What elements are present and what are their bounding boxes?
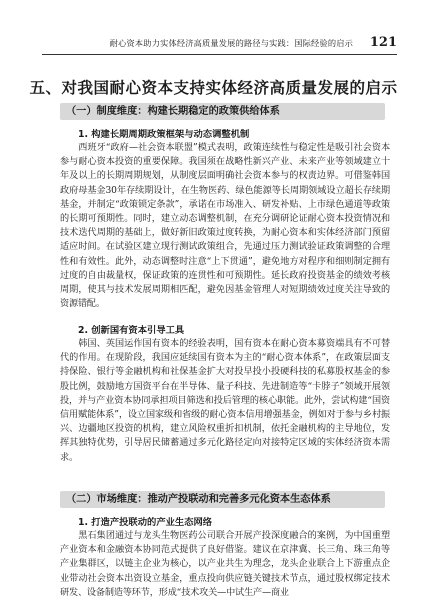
part2-sub1-paragraph: 黑石集团通过与龙头生物医药公司联合开展产投深度融合的案例，为中国重塑产业资本和金融资本协同范式提供了良好借鉴。建议在京津冀、长三角、珠三角等产业集群区，以链主企业为核心，以产业共生为理念，龙头企业联合上下游重点企业带动社会资本出资设立基金，重点投向供应链关键技术节点，通过股权绑定技术研发、设备制造等环节，形成“技术攻关—中试生产—商业: [60, 531, 390, 598]
section-heading: 五、对我国耐心资本支持实体经济高质量发展的启示: [29, 79, 398, 97]
part1-heading: （一）制度维度：构建长期稳定的政策供给体系: [60, 103, 385, 120]
part1-sub1-paragraph: 西班牙“政府—社会资本联盟”模式表明，政策连续性与稳定性是吸引社会资本参与耐心资本投资的重要保障。我国须在战略性新兴产业、未来产业等领域建立十年及以上的长期周期规划，从制度层面明确社会资本参与的权责边界。可借鉴韩国政府母基金30年存续期设计，在生物医药、绿色能源等长周期领域设立超长存续期基金，并制定“政策锁定条款”，承诺在市场准入、研发补贴、上市绿色通道等政策的长期可预期性。同时，建立动态调整机制，在充分调研论证耐心资本投资情况和技术迭代周期的基础上，做好新旧政策过度转换，为耐心资本和实体经济部门预留适应时间。在试验区建立现行测试政策组合，先通过压力测试验证政策调整的合理性和有效性。此外，动态调整时注意“上下贯通”，避免地方对程序和细则制定拥有过度的自由裁量权，保证政策的连贯性和可预期性。延长政府投资基金的绩效考核周期，使其与技术发展周期相匹配，避免因基金管理人对短期绩效过度关注导致的资源错配。: [60, 143, 390, 310]
part2-heading: （二）市场维度：推动产投联动和完善多元化资本生态体系: [60, 491, 385, 508]
part1-sub2-paragraph: 韩国、英国运作国有资本的经验表明，国有资本在耐心资本募资端具有不可替代的作用。在现阶段，我国应延续国有资本为主的“耐心资本体系”，在政策层面支持保险、银行等金融机构和社保基金扩大对投早投小投硬科技的私募股权基金的参股比例，鼓励地方国资平台在半导体、量子科技、先进制造等“卡脖子”领域开展领投，并与产业资本协同承担项目筛选和投后管理的核心职能。此外，尝试构建“国资信用赋能体系”，设立国家级和省级的耐心资本信用增强基金，例如对于参与乡村振兴、边疆地区投资的机构，建立风险权重折扣机制，依托金融机构的主导地位，发挥其独特优势，引导居民储蓄通过多元化路径定向对接特定区域的实体经济资本需求。: [60, 339, 390, 463]
page-number: 121: [369, 35, 397, 50]
part1-sub2-heading: 2. 创新国有资本引导工具: [78, 325, 185, 336]
part1-sub1-heading: 1. 构建长期周期政策框架与动态调整机制: [78, 129, 250, 140]
part2-sub1-heading: 1. 打造产投联动的产业生态网络: [78, 517, 213, 528]
running-header: [42, 34, 397, 55]
running-header-title: 耐心资本助力实体经济高质量发展的路径与实践：国际经验的启示: [109, 38, 353, 48]
